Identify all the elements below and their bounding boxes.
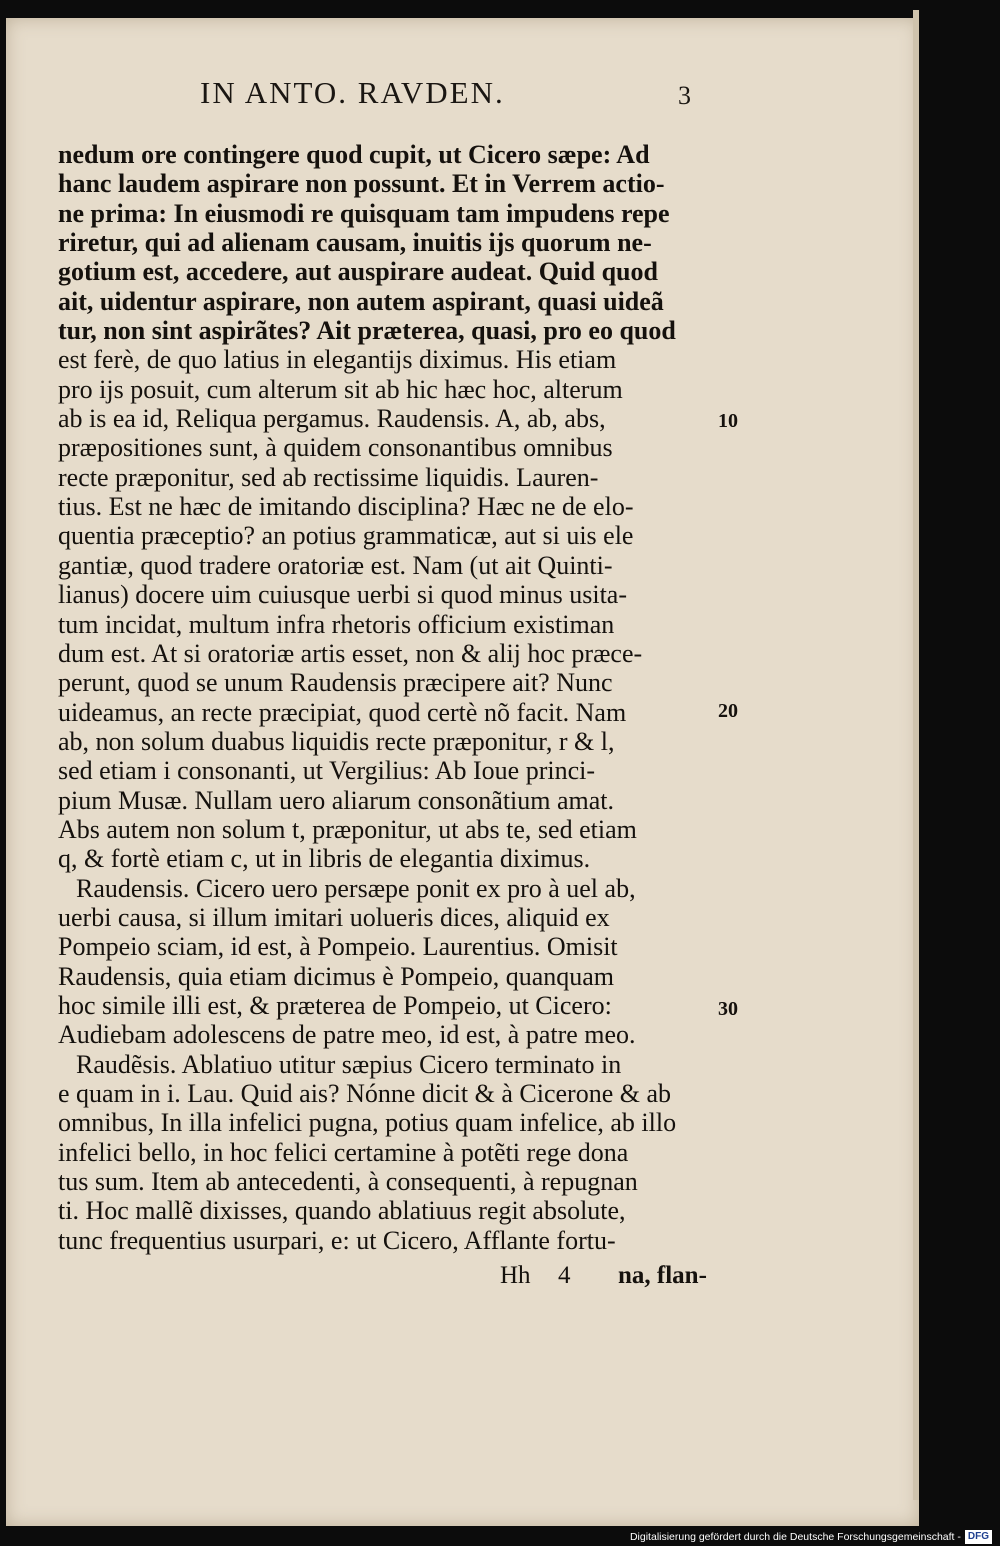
text-line: tus sum. Item ab antecedenti, à consequenti, à repugnan xyxy=(58,1167,638,1197)
text-line: præpositiones sunt, à quidem consonantibus omnibus xyxy=(58,433,613,463)
text-line: ab is ea id, Reliqua pergamus. Raudensis. A, ab, abs, xyxy=(58,404,606,434)
margin-line-number: 30 xyxy=(718,998,738,1020)
text-line: est ferè, de quo latius in elegantijs diximus. His etiam xyxy=(58,345,617,375)
running-head: IN ANTO. RAVDEN. xyxy=(200,75,505,110)
text-line: Audiebam adolescens de patre meo, id est, à patre meo. xyxy=(58,1020,636,1050)
text-line: dum est. At si oratoriæ artis esset, non & alij hoc præce- xyxy=(58,638,643,668)
catchword: na, flan- xyxy=(618,1262,707,1289)
text-line: Raudensis. Cicero uero persæpe ponit ex pro à uel ab, xyxy=(76,873,636,903)
signature-number: 4 xyxy=(558,1262,571,1289)
dfg-logo: DFG xyxy=(965,1530,992,1544)
page-header xyxy=(200,75,720,119)
text-line: q, & fortè etiam c, ut in libris de elegantia diximus. xyxy=(58,844,591,874)
margin-line-number: 20 xyxy=(718,700,738,722)
text-line: uideamus, an recte præcipiat, quod certè nõ facit. Nam xyxy=(58,697,627,727)
text-line: Pompeio sciam, id est, à Pompeio. Laurentius. Omisit xyxy=(58,932,618,962)
text-line: uerbi causa, si illum imitari uolueris dices, aliquid ex xyxy=(58,902,610,932)
text-line: infelici bello, in hoc felici certamine à potẽti rege dona xyxy=(58,1137,629,1167)
text-line: tunc frequentius usurpari, e: ut Cicero, Afflante fortu- xyxy=(58,1225,616,1255)
text-line: ne prima: In eiusmodi re quisquam tam impudens repe xyxy=(58,198,670,228)
text-line: hoc simile illi est, & præterea de Pompeio, ut Cicero: xyxy=(58,990,612,1020)
text-line: tius. Est ne hæc de imitando disciplina? Hæc ne de elo- xyxy=(58,492,634,522)
text-line: nedum ore contingere quod cupit, ut Cicero sæpe: Ad xyxy=(58,140,650,169)
text-line: quentia præceptio? an potius grammaticæ, aut si uis ele xyxy=(58,521,634,551)
text-line: perunt, quod se unum Raudensis præcipere ait? Nunc xyxy=(58,668,613,698)
text-line: riretur, qui ad alienam causam, inuitis ijs quorum ne- xyxy=(58,228,652,258)
text-line: Raudẽsis. Ablatiuo utitur sæpius Cicero terminato in xyxy=(76,1049,622,1079)
text-line: gantiæ, quod tradere oratoriæ est. Nam (ut ait Quinti- xyxy=(58,550,613,580)
text-line: recte præponitur, sed ab rectissime liquidis. Lauren- xyxy=(58,462,599,492)
text-line: ait, uidentur aspirare, non autem aspirant, quasi uideã xyxy=(58,286,664,316)
text-line: tur, non sint aspirãtes? Ait præterea, quasi, pro eo quod xyxy=(58,316,676,346)
text-block xyxy=(58,140,718,1255)
page-edge xyxy=(913,10,919,1500)
text-line: Abs autem non solum t, præponitur, ut abs te, sed etiam xyxy=(58,814,637,844)
text-line: ti. Hoc mallẽ dixisses, quando ablatiuus regit absolute, xyxy=(58,1196,626,1226)
signature-mark: Hh xyxy=(500,1262,531,1289)
text-line: lianus) docere uim cuiusque uerbi si quod minus usita- xyxy=(58,580,628,610)
text-line: Raudensis, quia etiam dicimus è Pompeio, quanquam xyxy=(58,961,615,991)
text-line: omnibus, In illa infelici pugna, potius quam infelice, ab illo xyxy=(58,1108,677,1138)
text-line: sed etiam i consonanti, ut Vergilius: Ab Ioue princi- xyxy=(58,756,596,786)
text-line: e quam in i. Lau. Quid ais? Nónne dicit & à Cicerone & ab xyxy=(58,1079,671,1108)
footer-credit xyxy=(630,1528,992,1546)
text-line: pro ijs posuit, cum alterum sit ab hic hæc hoc, alterum xyxy=(58,374,623,404)
text-line: pium Musæ. Nullam uero aliarum consonãtium amat. xyxy=(58,785,615,815)
margin-line-number: 10 xyxy=(718,410,738,432)
page-number: 3 xyxy=(678,81,691,110)
footer-credit-text: Digitalisierung gefördert durch die Deutsche Forschungsgemeinschaft - xyxy=(629,1531,961,1543)
text-line: hanc laudem aspirare non possunt. Et in Verrem actio- xyxy=(58,169,665,199)
text-line: tum incidat, multum infra rhetoris officium existiman xyxy=(58,609,615,639)
text-line: gotium est, accedere, aut auspirare audeat. Quid quod xyxy=(58,257,658,287)
text-line: ab, non solum duabus liquidis recte præponitur, r & l, xyxy=(58,726,615,756)
